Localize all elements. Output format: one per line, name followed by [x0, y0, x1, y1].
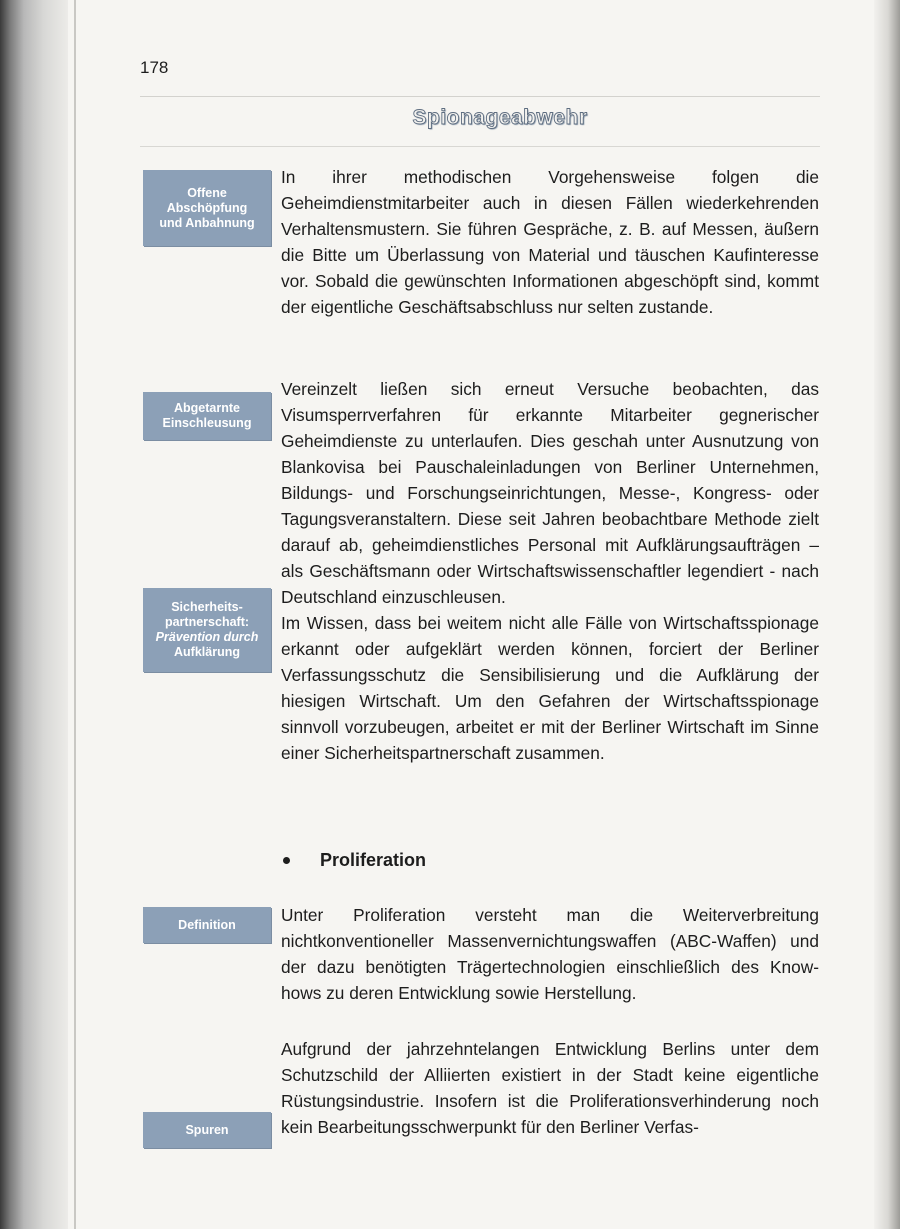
margin-note-definition [143, 907, 271, 943]
page-number: 178 [140, 58, 169, 77]
header-rule-top [140, 96, 820, 97]
margin-note-line: Offene [187, 185, 227, 200]
paragraph-text: Vereinzelt ließen sich erneut Versuche beobachten, das Visumsperrverfahren für erkannte Mitarbeiter gegnerischer Geheimdienste zu unterlaufen. Dies geschah unter Ausnutzung von Blankovisa bei Pauschaleinladungen von Berliner Unternehmen, Bildungs- und Forschungseinrichtungen, Messe-, Kongress- oder Tagungsveranstaltern. Diese seit Jahren beobachtbare Methode zielt darauf ab, geheimdienstliches Personal mit Aufklärungsaufträgen – als Geschäftsmann oder Wirtschaftswissenschaftler legendiert - nach Deutschland einzuschleusen. [281, 379, 819, 607]
margin-note-spuren [143, 1112, 271, 1148]
paragraph-2 [281, 376, 819, 610]
section-heading [283, 850, 426, 871]
page-edge-shadow [874, 0, 900, 1229]
book-spine-shadow [0, 0, 68, 1229]
section-heading-text: Proliferation [320, 850, 427, 870]
running-head: Spionageabwehr [412, 106, 588, 129]
paragraph-5 [281, 1036, 819, 1140]
margin-note-line: partnerschaft: [164, 615, 250, 629]
paragraph-text: In ihrer methodischen Vorgehensweise folgen die Geheimdienstmitarbeiter auch in diesen Fällen wiederkehrenden Verhaltensmustern. Sie führen Gespräche, z. B. auf Messen, äußern die Bitte um Überlassung von Material und täuschen Kaufinteresse vor. Sobald die gewünschten Informationen abgeschöpft sind, kommt der eigentliche Geschäftsabschluss nur selten zustande. [281, 167, 819, 317]
margin-note-offene-abschoepfung [143, 170, 271, 246]
paragraph-1 [281, 164, 819, 320]
margin-note-line: Spuren [185, 1122, 229, 1137]
paragraph-text: Unter Proliferation versteht man die Weiterverbreitung nichtkonventioneller Massenvernichtungswaffen (ABC-Waffen) und der dazu benötigten Trägertechnologien einschließlich des Know-hows zu deren Entwicklung sowie Herstellung. [281, 905, 819, 1003]
margin-note-line: Abgetarnte [174, 401, 240, 415]
margin-note-line: Aufklärung [174, 645, 240, 659]
margin-note-line: Abschöpfung [166, 200, 248, 215]
margin-note-line: Sicherheits- [171, 600, 243, 614]
margin-note-sicherheitspartnerschaft [143, 588, 271, 672]
margin-note-abgetarnte-einschleusung [143, 392, 271, 440]
margin-note-line: Prävention durch [155, 630, 259, 644]
paragraph-3 [281, 610, 819, 766]
margin-note-line: Einschleusung [162, 416, 252, 430]
margin-note-line: und Anbahnung [159, 215, 255, 230]
paragraph-text: Im Wissen, dass bei weitem nicht alle Fälle von Wirtschaftsspionage erkannt oder aufgeklärt werden können, forciert der Berliner Verfassungsschutz die Sensibilisierung und die Aufklärung der hiesigen Wirtschaft. Um den Gefahren der Wirtschaftsspionage sinnvoll vorzubeugen, arbeitet er mit der Berliner Wirtschaft im Sinne einer Sicherheitspartnerschaft zusammen. [281, 613, 819, 763]
paragraph-text: Aufgrund der jahrzehntelangen Entwicklung Berlins unter dem Schutzschild der Alliierten existiert in der Stadt keine eigentliche Rüstungsindustrie. Insofern ist die Proliferationsverhinderung noch kein Bearbeitungsschwerpunkt für den Berliner Verfas- [281, 1039, 819, 1137]
margin-note-line: Definition [178, 917, 236, 932]
paragraph-4 [281, 902, 819, 1006]
gutter-line [74, 0, 76, 1229]
bullet-icon [283, 857, 290, 864]
header-rule-bottom [140, 146, 820, 147]
